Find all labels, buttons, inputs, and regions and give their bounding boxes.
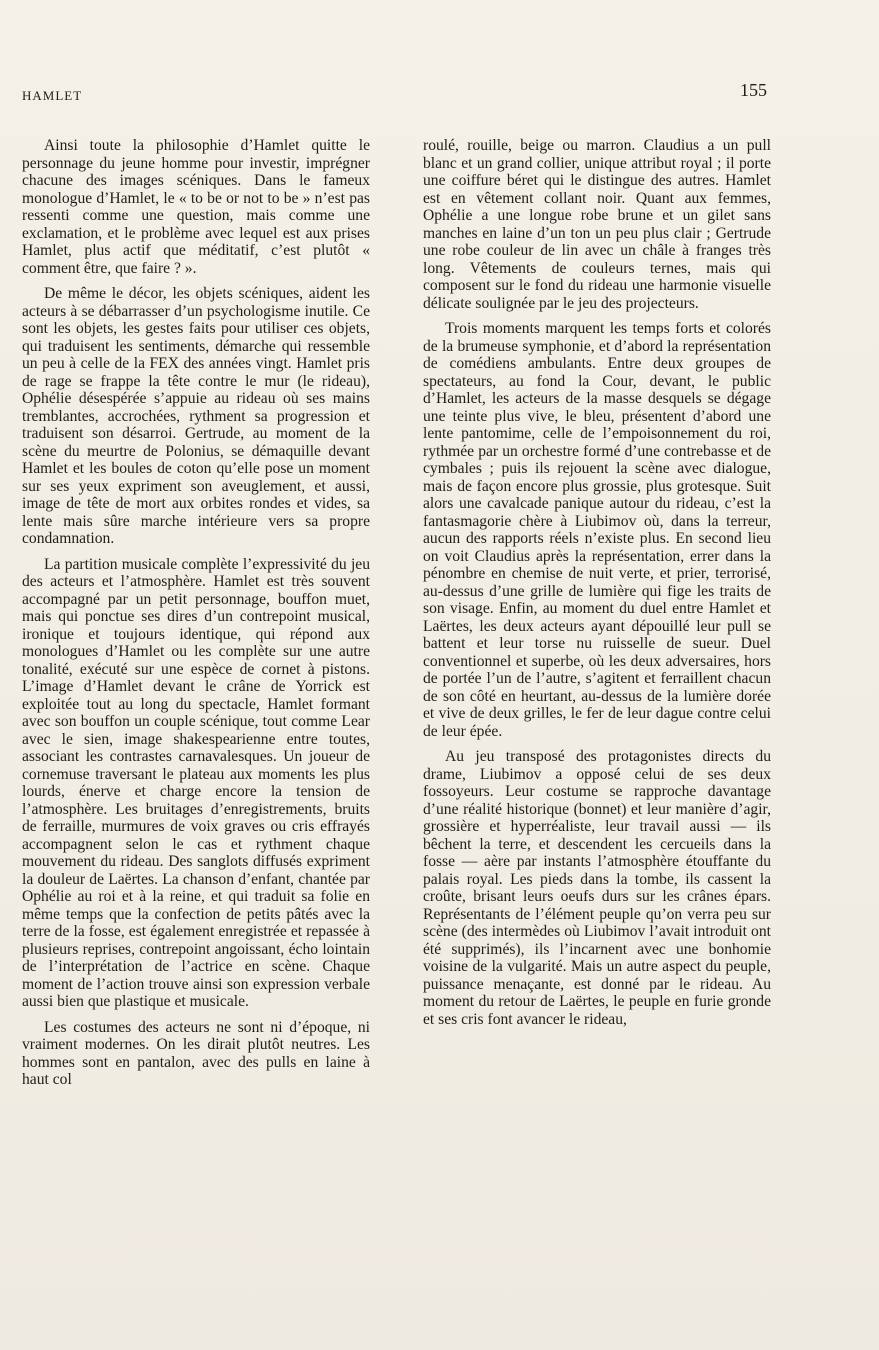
paragraph: Ainsi toute la philosophie d’Hamlet quitte le personnage du jeune homme pour investir, imprégner chacune des images scéniques. Dans le fameux monologue d’Hamlet, le « to be or not to be » n’est pas ressenti comme une question, mais comme une exclamation, et le problème avec lequel est aux prises Hamlet, plus actif que méditatif, c’est plutôt « comment être, que faire ? ». (22, 137, 370, 277)
paragraph: Au jeu transposé des protagonistes directs du drame, Liubimov a opposé celui de ses deux fossoyeurs. Leur costume se rapproche davantage d’une réalité historique (bonnet) et leur manière d’agir, grossière et hyperréaliste, leur travail aussi — ils bêchent la terre, et descendent les cercueils dans la fosse — aère par instants l’atmosphère étouffante du palais royal. Les pieds dans la tombe, ils cassent la croûte, brisant leurs oeufs durs sur les crânes épars. Représentants de l’élément peuple qu’on verra peu sur scène (des intermèdes où Liubimov l’avait introduit ont été supprimés), ils l’incarnent avec une bonhomie voisine de la vulgarité. Mais un autre aspect du peuple, puissance menaçante, est donné par le rideau. Au moment du retour de Laërtes, le peuple en furie gronde et ses cris font avancer le rideau, (423, 748, 771, 1028)
running-title: HAMLET (22, 88, 83, 103)
paragraph: De même le décor, les objets scéniques, aident les acteurs à se débarrasser d’un psychologisme inutile. Ce sont les objets, les gestes faits pour utiliser ces objets, qui traduisent les sentiments, démarche qui ressemble un peu à celle de la FEX des années vingt. Hamlet pris de rage se frappe la tête contre le mur (le rideau), Ophélie désespérée s’appuie au rideau où ses mains tremblantes, accrochées, rythment sa progression et traduisent son désarroi. Gertrude, au moment de la scène du meurtre de Polonius, se démaquille devant Hamlet et les boules de coton qu’elle pose un moment sur ses yeux expriment son aveuglement, et aussi, image de tête de mort aux orbites rondes et vides, sa lente mais sûre marche intérieure vers sa propre condamnation. (22, 285, 370, 547)
paragraph: Les costumes des acteurs ne sont ni d’époque, ni vraiment modernes. On les dirait plutôt neutres. Les hommes sont en pantalon, avec des pulls en laine à haut col (22, 1018, 370, 1088)
right-column (423, 137, 771, 1036)
paragraph: La partition musicale complète l’expressivité du jeu des acteurs et l’atmosphère. Hamlet est très souvent accompagné par un petit personnage, bouffon muet, mais qui ponctue ses dires d’un contrepoint musical, ironique et toujours identique, qui répond aux monologues d’Hamlet ou les complète sur une autre tonalité, exécuté sur une espèce de cornet à pistons. L’image d’Hamlet devant le crâne de Yorrick est exploitée tout au long du spectacle, Hamlet formant avec son bouffon un couple scénique, tout comme Lear avec le sien, image shakespearienne entre toutes, associant les contrastes carnavalesques. Un joueur de cornemuse traversant le plateau aux moments les plus lourds, énerve et charge encore la tension de l’atmosphère. Les bruitages d’enregistrements, bruits de ferraille, murmures de voix graves ou cris effrayés accompagnent selon le cas et rythment chaque mouvement du rideau. Des sanglots diffusés expriment la douleur de Laërtes. La chanson d’enfant, chantée par Ophélie au roi et à la reine, et qui traduit sa folie en même temps que la confection de petits pâtés avec la terre de la fosse, est également enregistrée et repassée à plusieurs reprises, contrepoint angoissant, écho lointain de l’interprétation de l’actrice en scène. Chaque moment de l’action trouve ainsi son expression verbale aussi bien que plastique et musicale. (22, 555, 370, 1010)
paragraph: Trois moments marquent les temps forts et colorés de la brumeuse symphonie, et d’abord la représentation de comédiens ambulants. Entre deux groupes de spectateurs, au fond la Cour, devant, le public d’Hamlet, les acteurs de la masse desquels se dégage une teinte plus vive, le bleu, présentent d’abord une lente pantomime, celle de l’empoisonnement du roi, rythmée par un orchestre formé d’une contrebasse et de cymbales ; puis ils rejouent la scène avec dialogue, mais de façon encore plus grossie, plus grotesque. Suit alors une cavalcade panique autour du rideau, c’est la fantasmagorie chère à Liubimov où, dans la terreur, aucun des rapports réels n’existe plus. En second lieu on voit Claudius après la représentation, errer dans la pénombre en chemise de nuit verte, et prier, terrorisé, au-dessus d’une grille de lumière qui fige les traits de son visage. Enfin, au moment du duel entre Hamlet et Laërtes, les deux acteurs ayant dépouillé leur pull se battent et leur torse nu ruisselle de sueur. Duel conventionnel et superbe, où les deux adversaires, hors de portée l’un de l’autre, s’agitent et ferraillent chacun de son côté en heurtant, au-dessus de la lumière dorée et vive de deux grilles, le fer de leur dague contre celui de leur épée. (423, 320, 771, 740)
page-number: 155 (740, 80, 767, 100)
paragraph-continued: roulé, rouille, beige ou marron. Claudius a un pull blanc et un grand collier, unique attribut royal ; il porte une coiffure béret qui le distingue des autres. Hamlet est en vêtement collant noir. Quant aux femmes, Ophélie a une longue robe brune et un gilet sans manches en laine d’un ton un peu plus clair ; Gertrude une robe couleur de lin avec un châle à franges très long. Vêtements de couleurs ternes, mais qui composent sur le fond du rideau une harmonie visuelle délicate soulignée par le jeu des projecteurs. (423, 137, 771, 312)
left-column (22, 137, 370, 1097)
